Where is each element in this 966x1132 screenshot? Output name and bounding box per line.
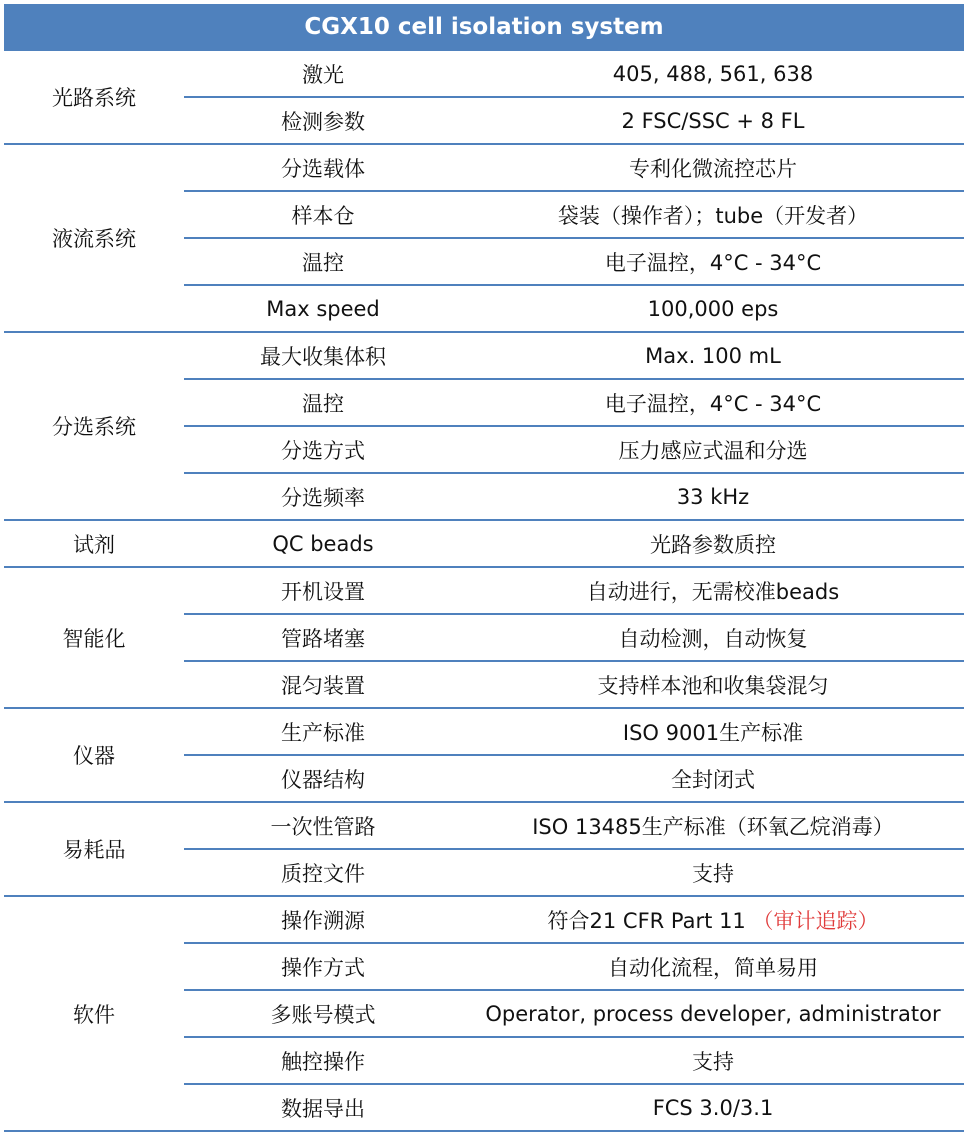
value-text: 33 kHz [676, 484, 750, 509]
value-cell [462, 50, 964, 97]
value-text: 支持样本池和收集袋混匀 [597, 673, 829, 698]
value-text: 电子温控，4°C - 34°C [604, 391, 822, 416]
value-cell [462, 285, 964, 332]
value-text: 2 FSC/SSC + 8 FL [621, 108, 805, 133]
param-cell: 检测参数 [184, 97, 462, 144]
value-cell [462, 426, 964, 473]
param-cell: 操作方式 [184, 943, 462, 990]
value-text: 自动化流程，简单易用 [608, 955, 818, 980]
category-cell: 仪器 [4, 708, 184, 802]
param-cell: 温控 [184, 379, 462, 426]
table-row [4, 50, 964, 97]
param-cell: 激光 [184, 50, 462, 97]
table-row [4, 708, 964, 755]
param-cell: 分选方式 [184, 426, 462, 473]
value-cell [462, 614, 964, 661]
param-cell: 触控操作 [184, 1037, 462, 1084]
param-cell: 操作溯源 [184, 896, 462, 943]
value-text: 全封闭式 [671, 767, 755, 792]
value-cell [462, 802, 964, 849]
value-cell [462, 849, 964, 896]
table-row [4, 567, 964, 614]
value-text: 专利化微流控芯片 [629, 156, 797, 181]
spec-table [4, 4, 964, 1132]
value-text: 光路参数质控 [650, 532, 776, 557]
param-cell: 多账号模式 [184, 990, 462, 1037]
category-cell: 分选系统 [4, 332, 184, 520]
param-cell: 样本仓 [184, 191, 462, 238]
table-row [4, 144, 964, 191]
param-cell: 分选载体 [184, 144, 462, 191]
param-cell: 数据导出 [184, 1084, 462, 1131]
value-cell [462, 238, 964, 285]
table-row [4, 896, 964, 943]
value-text: 自动检测，自动恢复 [618, 626, 808, 651]
table-row [4, 802, 964, 849]
value-text: ISO 9001生产标准 [622, 720, 804, 745]
param-cell: 管路堵塞 [184, 614, 462, 661]
value-text: 100,000 eps [647, 296, 779, 321]
value-cell [462, 332, 964, 379]
value-text: Operator, process developer, administrator [485, 1001, 941, 1026]
value-text: 自动进行，无需校准beads [586, 579, 840, 604]
value-cell [462, 708, 964, 755]
category-cell: 光路系统 [4, 50, 184, 144]
value-cell [462, 97, 964, 144]
value-cell [462, 943, 964, 990]
param-cell: 开机设置 [184, 567, 462, 614]
param-cell: Max speed [184, 285, 462, 332]
table-title: CGX10 cell isolation system [4, 4, 964, 50]
param-cell: 质控文件 [184, 849, 462, 896]
value-text: 支持 [692, 1049, 734, 1074]
value-text: 符合21 CFR Part 11 [547, 908, 753, 933]
value-cell [462, 755, 964, 802]
value-text: 405, 488, 561, 638 [612, 61, 814, 86]
category-cell: 液流系统 [4, 144, 184, 332]
param-cell: 仪器结构 [184, 755, 462, 802]
value-cell [462, 144, 964, 191]
category-cell: 试剂 [4, 520, 184, 567]
category-cell: 易耗品 [4, 802, 184, 896]
value-text: 电子温控，4°C - 34°C [604, 250, 822, 275]
param-cell: QC beads [184, 520, 462, 567]
value-cell [462, 1084, 964, 1131]
value-text: 支持 [692, 861, 734, 886]
value-cell [462, 1037, 964, 1084]
value-cell [462, 379, 964, 426]
value-cell [462, 661, 964, 708]
value-cell [462, 520, 964, 567]
param-cell: 最大收集体积 [184, 332, 462, 379]
value-cell [462, 567, 964, 614]
category-cell: 智能化 [4, 567, 184, 708]
header-row [4, 4, 964, 50]
value-cell [462, 990, 964, 1037]
spec-body [4, 50, 964, 1131]
audit-trail-note: （审计追踪） [752, 908, 879, 933]
value-text: ISO 13485生产标准（环氧乙烷消毒） [532, 814, 894, 839]
value-cell [462, 473, 964, 520]
param-cell: 混匀装置 [184, 661, 462, 708]
value-text: FCS 3.0/3.1 [652, 1095, 774, 1120]
table-row [4, 520, 964, 567]
value-cell [462, 191, 964, 238]
param-cell: 分选频率 [184, 473, 462, 520]
value-text: Max. 100 mL [645, 343, 781, 368]
value-text: 压力感应式温和分选 [618, 438, 808, 463]
table-row [4, 332, 964, 379]
value-text: 袋装（操作者）；tube（开发者） [557, 203, 869, 228]
value-cell [462, 896, 964, 943]
param-cell: 生产标准 [184, 708, 462, 755]
param-cell: 温控 [184, 238, 462, 285]
param-cell: 一次性管路 [184, 802, 462, 849]
category-cell: 软件 [4, 896, 184, 1131]
